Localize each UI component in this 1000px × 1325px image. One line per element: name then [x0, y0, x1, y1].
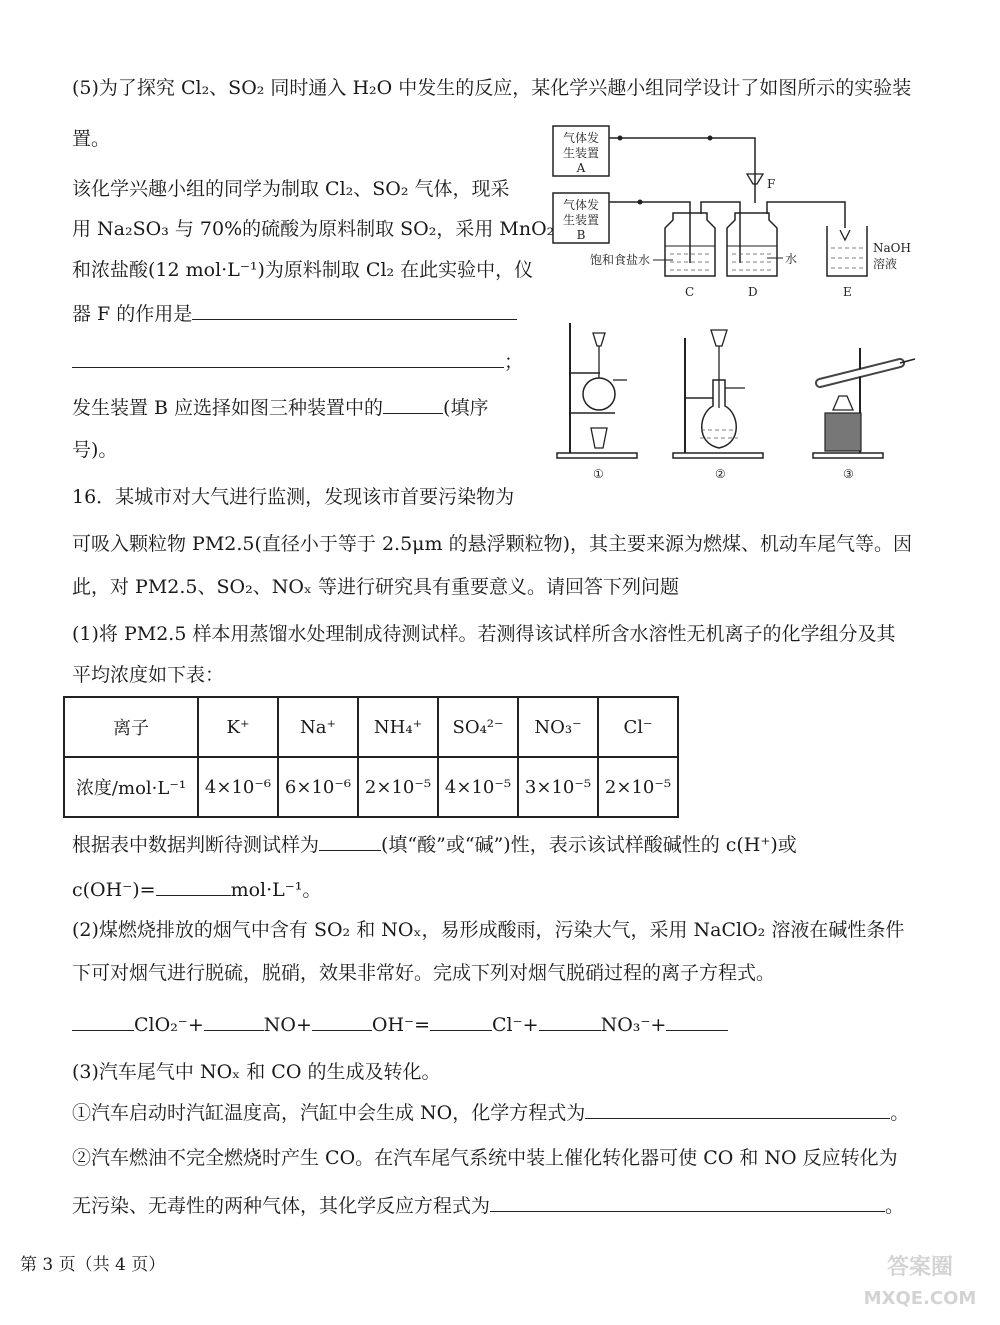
answer-blank-concentration[interactable] — [156, 877, 231, 896]
q15-line-8 — [72, 395, 488, 420]
q16-line-3: 此，对 PM2.5、SO₂、NOₓ 等进行研究具有重要意义。请回答下列问题 — [72, 576, 679, 598]
q16-part1-q1 — [72, 832, 797, 857]
answer-blank-coef-3[interactable] — [312, 1012, 372, 1031]
eq-term-5: NO₃⁻+ — [600, 1014, 667, 1036]
box-a-line-3: A — [576, 161, 586, 175]
q16-co-prompt: 无污染、无毒性的两种气体，其化学反应方程式为 — [72, 1195, 491, 1217]
q15-b-hint: (填序 — [443, 397, 489, 419]
box-a-line-2: 生装置 — [562, 146, 600, 160]
q15-b-prompt: 发生装置 B 应选择如图三种装置中的 — [72, 397, 384, 419]
eq-term-3: OH⁻= — [371, 1014, 430, 1036]
label-water: 水 — [785, 252, 798, 266]
table-row-label: 浓度/mol·L⁻¹ — [64, 757, 198, 817]
q15-line-6 — [72, 301, 517, 326]
ion-concentration-table — [63, 696, 679, 818]
label-f: F — [767, 177, 776, 191]
q16-part3-q1 — [72, 1100, 909, 1125]
table-ion: SO₄²⁻ — [438, 697, 518, 757]
page-footer: 第 3 页（共 4 页） — [20, 1255, 166, 1275]
table-cell: 3×10⁻⁵ — [518, 757, 598, 817]
eq-term-4: Cl⁻+ — [492, 1014, 539, 1036]
table-cell: 6×10⁻⁶ — [278, 757, 358, 817]
label-device-1: ① — [593, 467, 604, 481]
label-naoh-1: NaOH — [873, 241, 911, 255]
q16-line-1: 16．某城市对大气进行监测，发现该市首要污染物为 — [72, 486, 515, 508]
answer-blank-device-b[interactable] — [383, 395, 443, 414]
q16-part3-q2-line-2 — [72, 1193, 904, 1218]
box-b-line-2: 生装置 — [562, 213, 600, 227]
label-saturated-brine: 饱和食盐水 — [590, 253, 651, 267]
q16-acid-prompt: 根据表中数据判断待测试样为 — [72, 834, 320, 856]
q15-line-3: 该化学兴趣小组的同学为制取 Cl₂、SO₂ 气体，现采 — [72, 178, 510, 200]
apparatus-diagram-setup — [545, 118, 940, 313]
q16-oh-prompt: c(OH⁻)= — [72, 879, 156, 901]
q16-oh-unit: mol·L⁻¹。 — [230, 879, 322, 901]
q16-no-end: 。 — [890, 1102, 910, 1124]
q15-semicolon: ； — [504, 351, 524, 373]
eq-term-1: ClO₂⁻+ — [134, 1014, 204, 1036]
watermark-line-2: MXQE.COM — [863, 1288, 977, 1309]
answer-blank-no-equation[interactable] — [585, 1100, 890, 1119]
answer-blank-coef-5[interactable] — [539, 1012, 601, 1031]
q15-line-5: 和浓盐酸(12 mol·L⁻¹)为原料制取 Cl₂ 在此实验中，仪 — [72, 259, 534, 281]
q16-part1-q2 — [72, 877, 321, 902]
label-device-2: ② — [715, 467, 726, 481]
box-b-line-3: B — [576, 228, 586, 242]
answer-blank-coef-1[interactable] — [72, 1012, 134, 1031]
q16-acid-hint: (填“酸”或“碱”)性，表示该试样酸碱性的 c(H⁺)或 — [381, 834, 797, 856]
answer-blank-coef-4[interactable] — [430, 1012, 492, 1031]
q16-part3-line-1: (3)汽车尾气中 NOₓ 和 CO 的生成及转化。 — [72, 1061, 441, 1083]
label-e: E — [843, 285, 852, 299]
answer-blank-product[interactable] — [666, 1012, 728, 1031]
answer-blank-co-equation[interactable] — [490, 1193, 885, 1212]
table-cell: 4×10⁻⁵ — [438, 757, 518, 817]
table-ion: Cl⁻ — [598, 697, 678, 757]
q15-line-9: 号)。 — [72, 439, 118, 461]
label-naoh-2: 溶液 — [873, 257, 898, 271]
q16-co-end: 。 — [885, 1195, 905, 1217]
eq-term-2: NO+ — [263, 1014, 312, 1036]
q15-line-7 — [72, 349, 523, 374]
ionic-equation — [72, 1012, 728, 1037]
q16-part1-line-1: (1)将 PM2.5 样本用蒸馏水处理制成待测试样。若测得该试样所含水溶性无机离子的化学组分及其 — [72, 623, 896, 645]
label-c: C — [685, 285, 695, 299]
table-ion: NH₄⁺ — [358, 697, 438, 757]
table-ion: K⁺ — [198, 697, 278, 757]
q16-part2-line-2: 下可对烟气进行脱硫，脱硝，效果非常好。完成下列对烟气脱硝过程的离子方程式。 — [72, 962, 776, 984]
label-device-3: ③ — [843, 467, 854, 481]
table-header-label: 离子 — [64, 697, 198, 757]
answer-blank-f-role-cont[interactable] — [72, 349, 504, 368]
box-b-line-1: 气体发 — [562, 198, 600, 212]
answer-blank-f-role[interactable] — [192, 301, 517, 320]
q15-line-2: 置。 — [72, 128, 111, 150]
apparatus-diagram-devices — [555, 318, 930, 486]
label-d: D — [748, 285, 758, 299]
q16-part2-line-1: (2)煤燃烧排放的烟气中含有 SO₂ 和 NOₓ，易形成酸雨，污染大气，采用 NaClO₂ 溶液在碱性条件 — [72, 919, 905, 941]
watermark-line-1: 答案圈 — [886, 1255, 954, 1280]
watermark-logo — [855, 1242, 985, 1317]
table-row — [64, 757, 678, 817]
answer-blank-acidity[interactable] — [319, 832, 381, 851]
answer-blank-coef-2[interactable] — [204, 1012, 264, 1031]
table-ion: NO₃⁻ — [518, 697, 598, 757]
q15-f-prompt: 器 F 的作用是 — [72, 303, 193, 325]
box-a-line-1: 气体发 — [562, 131, 600, 145]
table-ion: Na⁺ — [278, 697, 358, 757]
table-cell: 4×10⁻⁶ — [198, 757, 278, 817]
q16-part1-line-2: 平均浓度如下表： — [72, 664, 225, 686]
q16-no-prompt: ①汽车启动时汽缸温度高，汽缸中会生成 NO，化学方程式为 — [72, 1102, 586, 1124]
table-cell: 2×10⁻⁵ — [358, 757, 438, 817]
q15-line-1: (5)为了探究 Cl₂、SO₂ 同时通入 H₂O 中发生的反应，某化学兴趣小组同学设计了如图所示的实验装 — [72, 77, 912, 99]
q16-part3-q2-line-1: ②汽车燃油不完全燃烧时产生 CO。在汽车尾气系统中装上催化转化器可使 CO 和 NO 反应转化为 — [72, 1147, 898, 1169]
q15-line-4: 用 Na₂SO₃ 与 70%的硫酸为原料制取 SO₂，采用 MnO₂ — [72, 218, 555, 240]
table-cell: 2×10⁻⁵ — [598, 757, 678, 817]
table-row — [64, 697, 678, 757]
q16-line-2: 可吸入颗粒物 PM2.5(直径小于等于 2.5μm 的悬浮颗粒物)，其主要来源为燃煤、机动车尾气等。因 — [72, 533, 912, 555]
